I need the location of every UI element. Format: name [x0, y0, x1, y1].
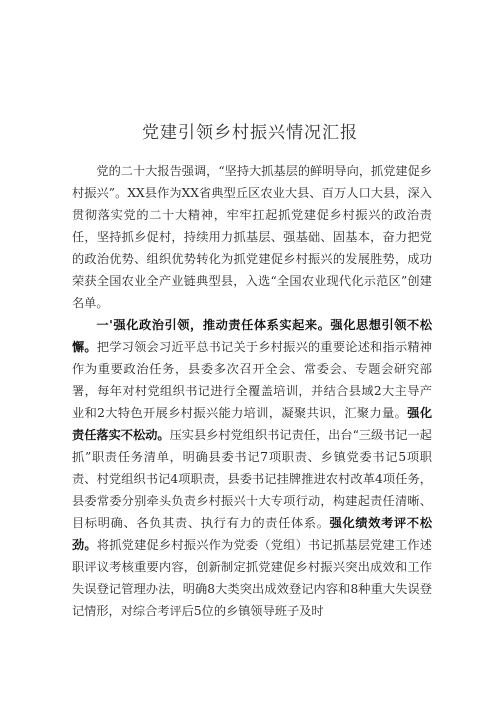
paragraph-section-1: [72, 314, 432, 622]
section-heading: 一'强化政治引领，推动责任体系实起来。: [96, 318, 331, 332]
text-responsibility: 压实县乡村党组织书记责任，出台“三级书记一起抓”职责任务清单，明确县委书记7项职责、乡镇党委书记5项职责、村党组织书记4项职责，县委书记挂牌推进农村改革4项任务，县委常委分别牵头负责乡村振兴十大专项行动，构建起责任清晰、目标明确、各负其责、执行有力的责任体系。: [72, 428, 432, 530]
subheading-ideology: 强化思想引领不松懈。: [72, 318, 433, 354]
subheading-evaluation: 强化绩效考评不松劲。: [72, 516, 433, 552]
text-ideology: 把学习领会习近平总书记关于乡村振兴的重要论述和指示精神作为重要政治任务，县委多次召开全会、常委会、专题会研究部署，每年对村党组织书记进行全覆盖培训，并结合县域2大主导产业和2大特色开展乡村振兴能力培训，凝聚共识，汇聚力量。: [72, 340, 432, 420]
subheading-responsibility: 强化责任落实不松动。: [72, 406, 433, 442]
text-evaluation: 将抓党建促乡村振兴作为党委（党组）书记抓基层党建工作述职评议考核重要内容，创新制定抓党建促乡村振兴突出成效和工作失误登记管理办法，明确8大类突出成效登记内容和8种重大失误登记情形，对综合考评后5位的乡镇领导班子及时: [72, 538, 432, 618]
paragraph-intro: 党的二十大报告强调，“坚持大抓基层的鲜明导向，抓党建促乡村振兴”。XX县作为XX省典型丘区农业大县、百万人口大县，深入贯彻落实党的二十大精神，牢牢扛起抓党建促乡村振兴的政治责任，坚持抓乡促村，持续用力抓基层、强基础、固基本，奋力把党的政治优势、组织优势转化为抓党建促乡村振兴的发展胜势，成功荣获全国农业全产业链典型县，入选“全国农业现代化示范区”创建名单。: [72, 164, 432, 310]
document-body: [72, 160, 432, 622]
document-title: 党建引领乡村振兴情况汇报: [142, 123, 358, 143]
